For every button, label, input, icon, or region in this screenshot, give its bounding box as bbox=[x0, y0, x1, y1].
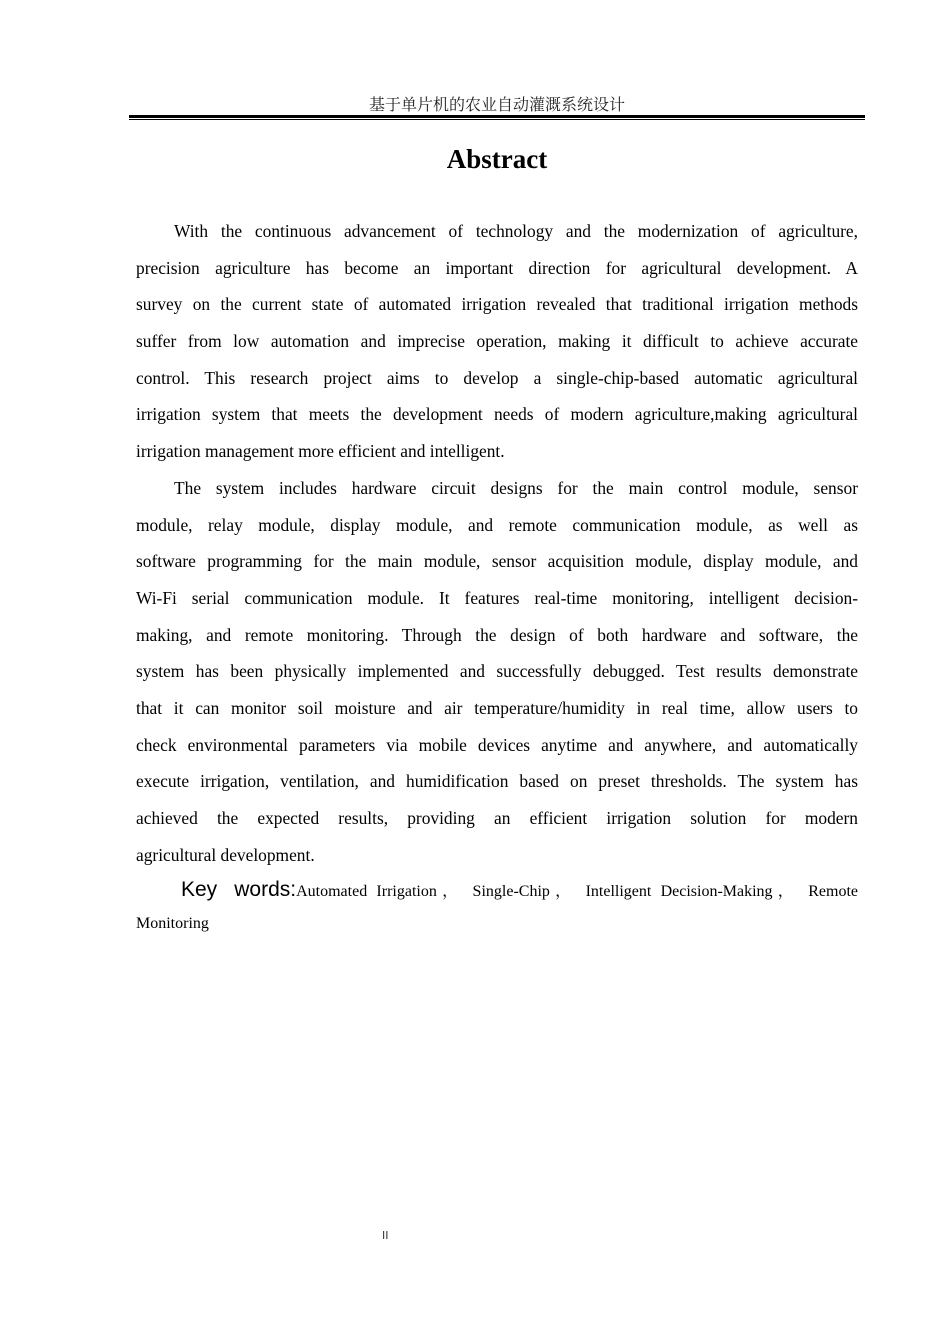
keywords-label: Key words: bbox=[181, 878, 297, 902]
text-line: irrigation system that meets the development needs of modern agriculture,making agricultural bbox=[136, 404, 858, 425]
text-line: module, relay module, display module, and remote communication module, as well as bbox=[136, 514, 858, 535]
text-line: The system includes hardware circuit designs for the main control module, sensor bbox=[174, 477, 858, 498]
paragraph bbox=[136, 213, 858, 470]
text-line: achieved the expected results, providing an efficient irrigation solution for modern bbox=[136, 808, 858, 828]
text-line: precision agriculture has become an important direction for agricultural development. A bbox=[136, 257, 858, 278]
text-line: suffer from low automation and imprecise operation, making it difficult to achieve accurate bbox=[136, 331, 858, 352]
text-line: irrigation management more efficient and intelligent. bbox=[136, 441, 505, 462]
text-line: execute irrigation, ventilation, and humidification based on preset thresholds. The system has bbox=[136, 771, 858, 792]
running-header: 基于单片机的农业自动灌溉系统设计 bbox=[368, 95, 625, 114]
text-line: check environmental parameters via mobile devices anytime and anywhere, and automatically bbox=[136, 734, 858, 755]
text-line: With the continuous advancement of technology and the modernization of agriculture, bbox=[174, 221, 858, 241]
text-line: making, and remote monitoring. Through the design of both hardware and software, the bbox=[136, 624, 858, 645]
text-line: that it can monitor soil moisture and air temperature/humidity in real time, allow users to bbox=[136, 697, 858, 718]
text-line: software programming for the main module, sensor acquisition module, display module, and bbox=[136, 551, 858, 572]
page-number: II bbox=[382, 1229, 389, 1242]
keywords-continuation: Monitoring bbox=[136, 915, 209, 933]
text-line: system has been physically implemented and successfully debugged. Test results demonstrate bbox=[136, 661, 858, 682]
text-line: control. This research project aims to develop a single-chip-based automatic agricultural bbox=[136, 367, 858, 388]
text-line: Wi-Fi serial communication module. It features real-time monitoring, intelligent decision- bbox=[136, 587, 858, 608]
abstract-body bbox=[136, 213, 858, 941]
keywords-line bbox=[136, 873, 858, 907]
text-line: agricultural development. bbox=[136, 844, 315, 865]
paragraph bbox=[136, 470, 858, 874]
header-rule bbox=[129, 115, 865, 120]
keywords-list: Automated Irrigation， Single-Chip， Intelligent Decision-Making， Remote bbox=[296, 883, 858, 901]
text-line: survey on the current state of automated irrigation revealed that traditional irrigation methods bbox=[136, 294, 858, 315]
abstract-title: Abstract bbox=[446, 144, 548, 174]
